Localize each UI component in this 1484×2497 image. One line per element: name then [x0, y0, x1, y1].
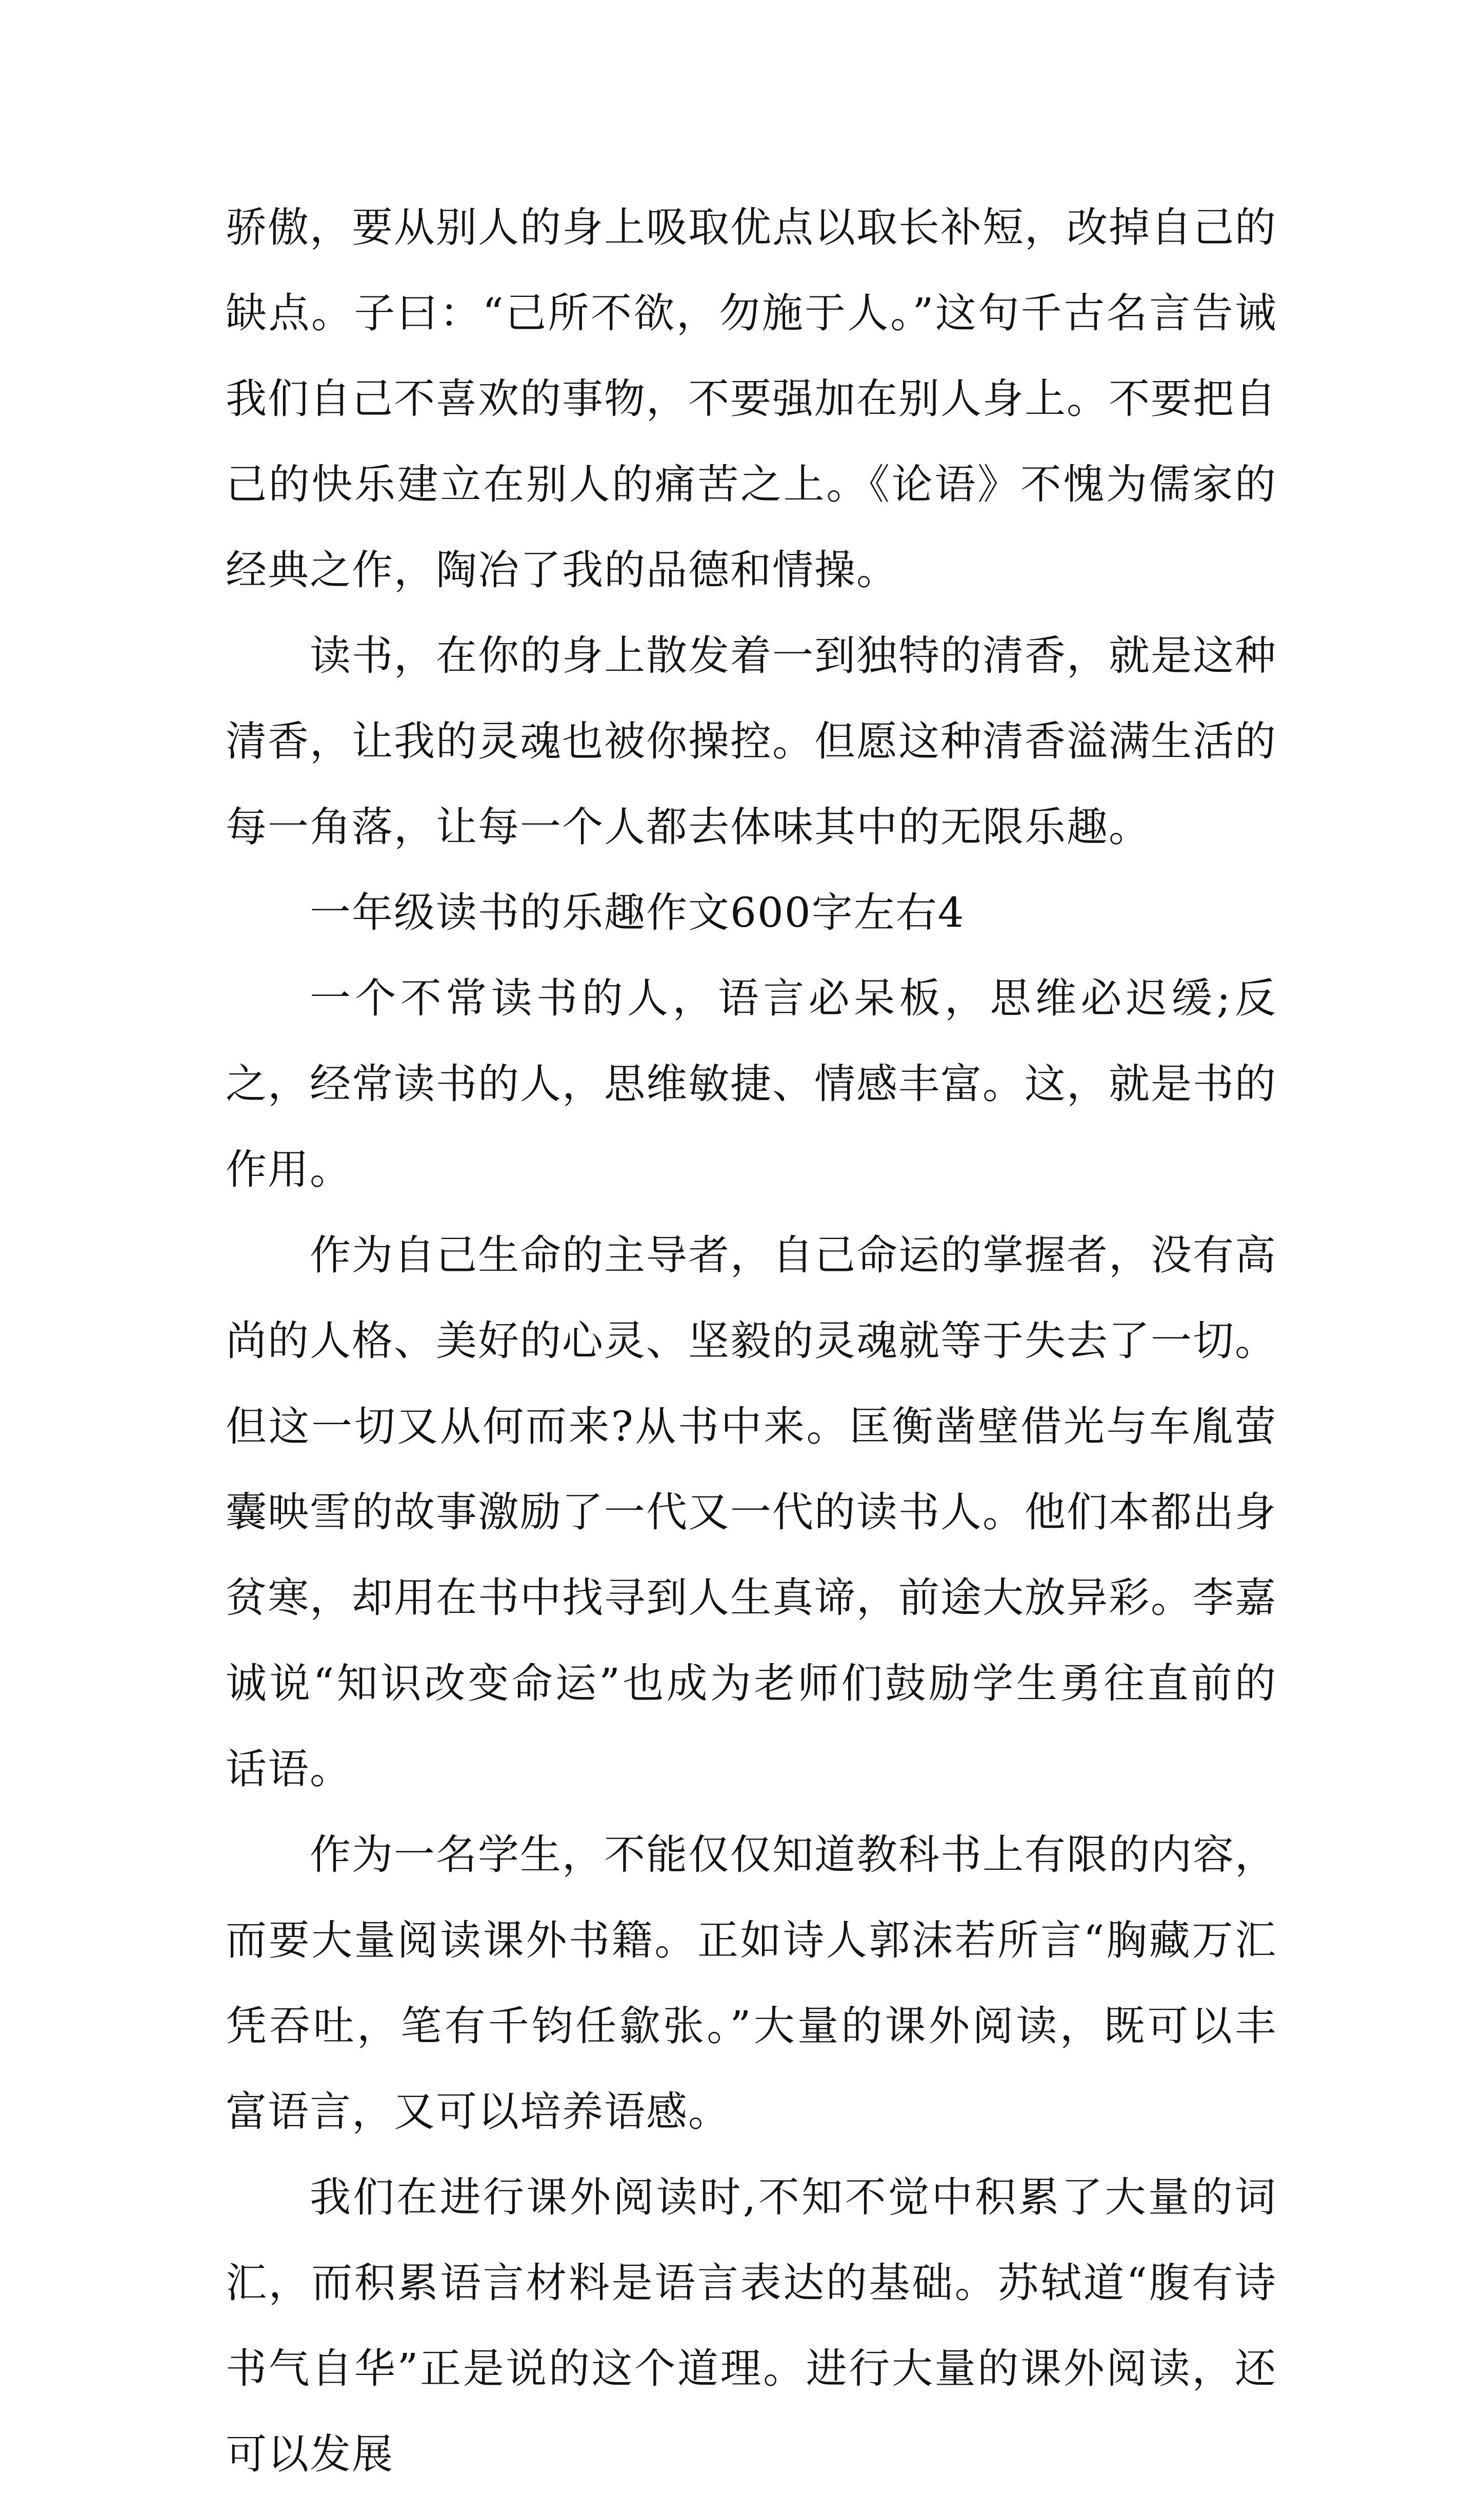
text-line: 一切又从何而来?从书中来。匡衡凿壁借光与车胤萤囊映雪	[226, 1403, 1277, 1536]
text-line: 用在书中找寻到人生真谛，前途大放异彩。李嘉诚说“知识	[226, 1574, 1277, 1707]
text-line: 陶冶了我的品德和情操。	[436, 546, 898, 594]
text-line: 点。子曰：“己所不欲，勿施于人。”这句千古名言告诫我们	[226, 289, 1277, 423]
text-line: 而积累语言材料是语言表达的基础。苏轼道“腹有诗书气自	[226, 2259, 1277, 2392]
text-line: 读书，在你的身上散发着一到独特的清香，就是这种清	[226, 632, 1277, 765]
text-line: 的人格、美好的心灵、坚毅的灵魂就等于失去了一切。但这	[226, 1317, 1277, 1450]
text-line: 作为自己生命的主导者，自己命运的掌握者，没有高尚	[226, 1231, 1277, 1365]
text-line: 乐建立在别人的痛苦之上。《论语》不愧为儒家的经典之作，	[226, 461, 1277, 594]
body-paragraph	[226, 955, 1277, 1212]
text-line: 香，让我的灵魂也被你操控。但愿这种清香溢满生活的每一	[226, 717, 1277, 851]
document-body	[226, 185, 1277, 2497]
body-paragraph	[226, 2154, 1277, 2497]
text-line: 一年级读书的乐趣作文600字左右4	[310, 889, 965, 936]
text-line: 骄傲，要从别人的身上吸取优点以取长补短，改掉自己的缺	[226, 204, 1277, 337]
body-paragraph	[226, 185, 1277, 613]
text-line: 华”正是说的这个道理。进行大量的课外阅读，还可以发展	[226, 2345, 1277, 2478]
text-line: 又可以培养语感。	[394, 2088, 730, 2135]
body-paragraph	[226, 613, 1277, 870]
essay-heading	[226, 870, 1277, 955]
text-line: 自己不喜欢的事物，不要强加在别人身上。不要把自己的快	[226, 375, 1277, 508]
text-line: 一个不常读书的人，语言必呆板，思维必迟缓;反之，	[226, 974, 1277, 1108]
text-line: 我们在进行课外阅读时,不知不觉中积累了大量的词汇，	[226, 2173, 1277, 2307]
text-line: 角落，让每一个人都去体味其中的无限乐趣。	[310, 803, 1151, 851]
body-paragraph	[226, 1212, 1277, 1812]
text-line: 吐，笔有千钧任歙张。”大量的课外阅读，既可以丰富语言，	[226, 2002, 1277, 2135]
text-line: 经常读书的人，思维敏捷、情感丰富。这，就是书的作用。	[226, 1060, 1277, 1193]
text-line: 改变命运”也成为老师们鼓励学生勇往直前的话语。	[226, 1660, 1277, 1793]
body-paragraph	[226, 1812, 1277, 2154]
text-line: 要大量阅读课外书籍。正如诗人郭沫若所言“胸藏万汇凭吞	[226, 1916, 1277, 2050]
text-line: 的故事激励了一代又一代的读书人。他们本都出身贫寒，却	[226, 1488, 1277, 1622]
text-line: 作为一名学生，不能仅仅知道教科书上有限的内容，而	[226, 1831, 1277, 1964]
